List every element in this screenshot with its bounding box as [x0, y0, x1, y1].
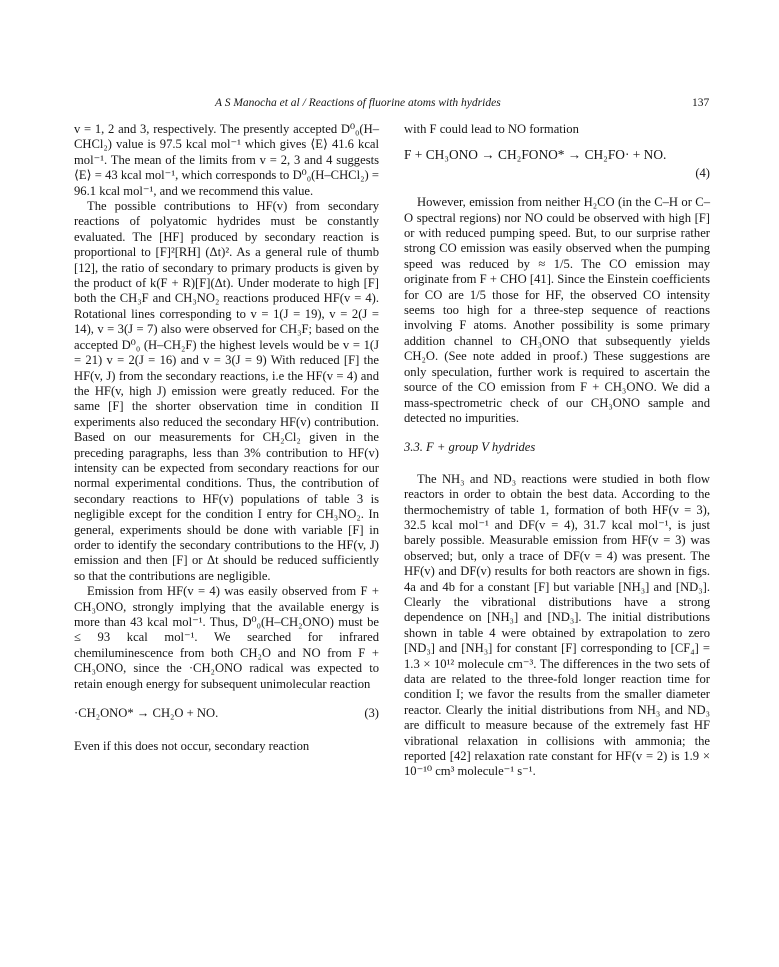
section-heading: 3.3. F + group V hydrides [404, 440, 536, 455]
paragraph-methyl-nitrite: Emission from HF(v = 4) was easily observed from F + CH₃ONO, strongly implying that the available energy is more than 43 kcal mol⁻¹. Thus, D⁰₀(H–CH₂ONO) must be ≤ 93 kcal mol⁻¹. We searched for infrared chemiluminescence from both CH₂O and NO from F + CH₃ONO, since the ·CH₂ONO radical was expected to retain enough energy for subsequent unimolecular reaction [74, 584, 379, 691]
paragraph-dissociation-energy: v = 1, 2 and 3, respectively. The presently accepted D⁰₀(H–CHCl₂) value is 97.5 kcal mol⁻¹ which gives ⟨E⟩ 41.6 kcal mol⁻¹. The mean of the limits from v = 2, 3 and 4 suggests ⟨E⟩ = 43 kcal mol⁻¹, which corresponds to D⁰₀(H–CHCl₂) = 96.1 kcal mol⁻¹, and we recommend this value. [74, 122, 379, 198]
paragraph-ammonia-reactions: The NH₃ and ND₃ reactions were studied in both flow reactors in order to obtain the best data. According to the thermochemistry of table 1, formation of both HF(v = 3), 32.5 kcal mol⁻¹ and DF(v = 4), 31.7 kcal mol⁻¹, is just barely possible. Measurable emission from HF(v = 3) was observed; but, only a trace of DF(v = 4) was present. The HF(v) and DF(v) results for both reactors are shown in figs. 4a and 4b for a constant [F] but variable [NH₃] and [ND₃]. Clearly the vibrational distributions have a strong dependence on [NH₃] and [ND₃]. The initial distributions shown in table 4 were obtained by extrapolation to zero [ND₃] and [NH₃] for constant [F] corresponding to [CF₄] = 1.3 × 10¹² molecule cm⁻³. The differences in the two sets of data are related to the three-fold longer reaction time for condition I; we favor the results from the smaller diameter reactor. Clearly the initial distributions from NH₃ and ND₃ are difficult to measure because of the extremely fast HF vibrational relaxation in collisions with ammonia; the reported [42] relaxation rate constant for HF(v = 2) is 1.9 × 10⁻¹⁰ cm³ molecule⁻¹ s⁻¹. [404, 471, 710, 779]
equation-4-number: (4) [695, 165, 710, 180]
right-column [404, 122, 710, 780]
paragraph-secondary-reactions: The possible contributions to HF(v) from secondary reactions of polyatomic hydrides must be constantly evaluated. The [HF] produced by secondary reaction is proportional to [F]²[RH] (Δt)². As a general rule of thumb [12], the ratio of secondary to primary products is given by the product of k(F + R)[F](Δt). Under moderate to high [F] both the CH₃F and CH₃NO₂ reactions produced HF(v = 4). Rotational lines corresponding to v = 1(J = 19), v = 2(J = 14), v = 3(J = 7) also were observed for CH₃F; based on the accepted D⁰₀ (H–CH₂F) the highest levels would be v = 1(J = 21) v = 2(J = 16) and v = 3(J = 9) With reduced [F] the HF(v, J) from the secondary reactions, i.e the HF(v = 4) and the HF(v, high J) emission were greatly reduced. For the same [F] the shorter observation time in condition II experiments also reduced the secondary HF(v) contribution. Based on our measurements for CH₂Cl₂ given in the preceding paragraphs, less than 3% contribution to HF(v) intensity can be expected from secondary reactions for our normal experimental conditions. Thus, the contribution of secondary reactions to HF(v) populations of table 3 is negligible except for the condition I entry for CH₃NO₂. In general, experiments should be done with variable [F] in order to identify the secondary contributions to the HF(v, J) emission and then [F] or Δt should be reduced sufficiently so that the contributions are negligible. [74, 199, 379, 583]
equation-4 [404, 147, 710, 162]
equation-3-expression: ·CH₂ONO* → CH₂O + NO. [74, 706, 219, 721]
paragraph-no-formation: with F could lead to NO formation [404, 122, 579, 136]
paragraph-continued: Even if this does not occur, secondary reaction [74, 739, 310, 754]
equation-4-expression: F + CH₃ONO → CH₂FONO* → CH₂FO· + NO. [404, 147, 667, 163]
equation-3-number: (3) [364, 706, 379, 721]
running-head: A S Manocha et al / Reactions of fluorine atoms with hydrides [215, 97, 501, 109]
page-number: 137 [692, 97, 710, 109]
paragraph-co-emission: However, emission from neither H₂CO (in the C–H or C–O spectral regions) nor NO could be observed with high [F] or with reduced pumping speed. But, to our surprise rather strong CO emission was easily observed when the pumping speed was reduced by ≈ 1/5. The CO emission may originate from F + CHO [41]. Since the Einstein coefficients for CO are 1/5 those for HF, the observed CO intensity seems too high for a three-step sequence of reactions involving F atoms. Another possibility is some primary addition channel to CH₃ONO that subsequently yields CH₂O. (See note added in proof.) These suggestions are only speculation, further work is required to ascertain the source of the CO emission from F + CH₃ONO. We did a mass-spectrometric check of our CH₃ONO sample and detected no impurities. [404, 195, 710, 425]
equation-3 [74, 706, 379, 721]
left-column [74, 122, 379, 755]
